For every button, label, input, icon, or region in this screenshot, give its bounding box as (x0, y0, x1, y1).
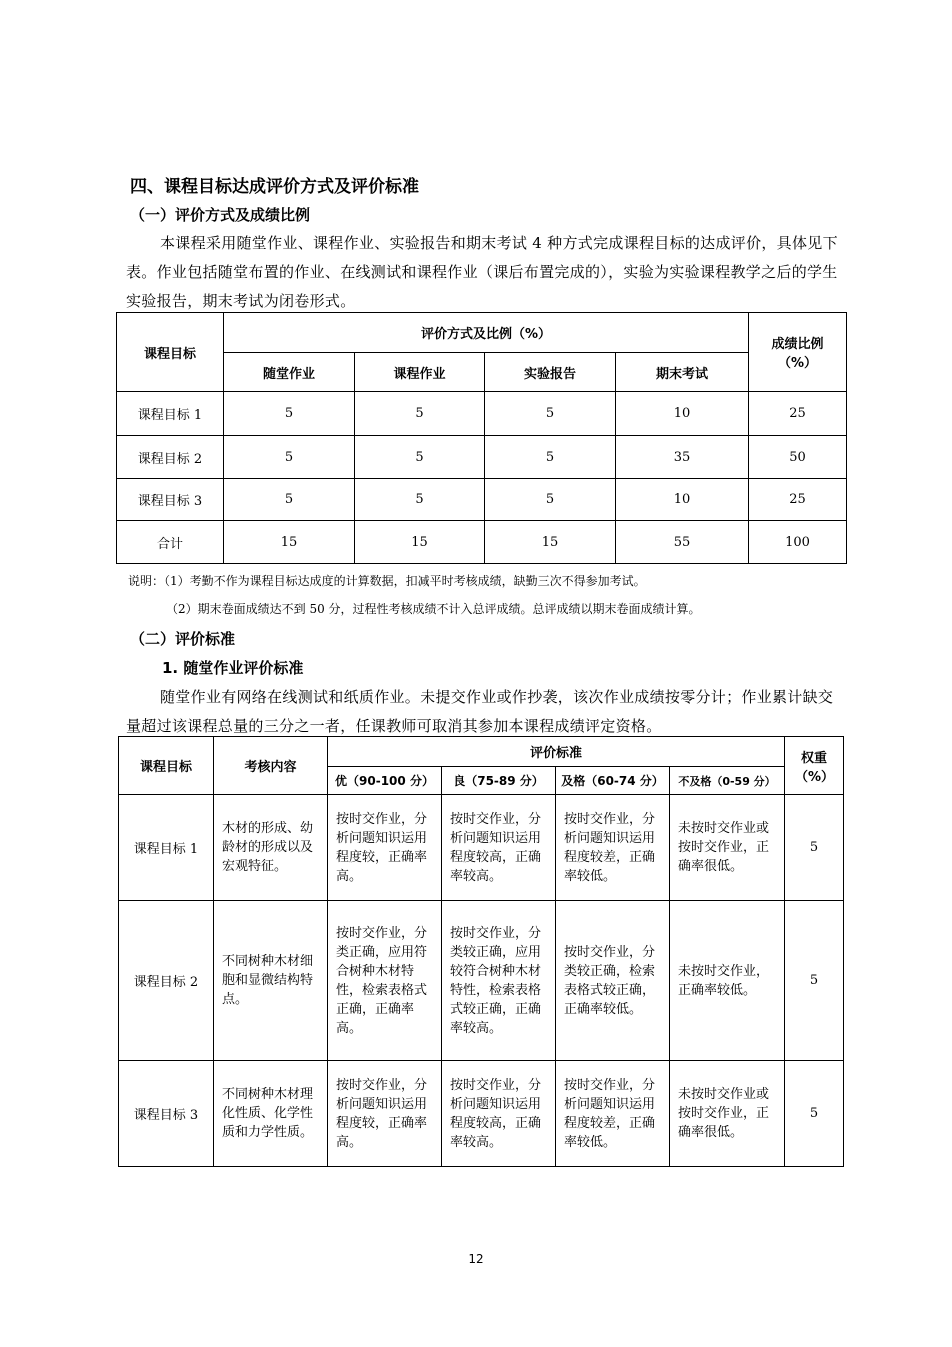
grade-header-pass: 及格（60-74 分） (556, 767, 670, 795)
standard-cell: 按时交作业，分析问题知识运用程度较高，正确率较高。 (442, 795, 556, 901)
section-title: 四、课程目标达成评价方式及评价标准 (130, 177, 419, 197)
value-cell: 5 (355, 479, 485, 521)
table-row (117, 392, 847, 436)
value-cell: 10 (616, 392, 749, 436)
standard-cell: 按时交作业，分析问题知识运用程度较差，正确率较低。 (556, 795, 670, 901)
note-2: （2）期末卷面成绩达不到 50 分，过程性考核成绩不计入总评成绩。总评成绩以期末卷面成绩计算。 (166, 602, 701, 616)
value-cell: 5 (224, 479, 355, 521)
col-header: 随堂作业 (224, 353, 355, 392)
content-cell: 不同树种木材细胞和显微结构特点。 (214, 901, 328, 1061)
subsection-title-2: （二）评价标准 (130, 630, 236, 648)
value-cell: 15 (485, 521, 616, 564)
value-cell: 10 (616, 479, 749, 521)
evaluation-standard-table (118, 736, 844, 1167)
goal-cell: 课程目标 2 (119, 901, 214, 1061)
intro-paragraph: 本课程采用随堂作业、课程作业、实验报告和期末考试 4 种方式完成课程目标的达成评价，具体见下表。作业包括随堂布置的作业、在线测试和课程作业（课后布置完成的），实验为实验课程教学之后的学生实验报告，期末考试为闭卷形式。 (126, 234, 838, 310)
weight-cell: 5 (785, 901, 844, 1061)
col-header: 课程作业 (355, 353, 485, 392)
goal-cell: 课程目标 2 (117, 436, 224, 479)
content-cell: 木材的形成、幼龄材的形成以及宏观特征。 (214, 795, 328, 901)
ratio-cell: 50 (749, 436, 847, 479)
header-weight: 权重（%） (785, 737, 844, 795)
goal-cell: 课程目标 3 (117, 479, 224, 521)
value-cell: 55 (616, 521, 749, 564)
value-cell: 5 (355, 436, 485, 479)
col-header: 期末考试 (616, 353, 749, 392)
goal-cell: 课程目标 1 (117, 392, 224, 436)
table-row-total (117, 521, 847, 564)
note-1: 说明：（1）考勤不作为课程目标达成度的计算数据，扣减平时考核成绩，缺勤三次不得参加考试。 (128, 574, 646, 588)
grade-header-excellent: 优（90-100 分） (328, 767, 442, 795)
evaluation-ratio-table (116, 312, 847, 564)
standard-cell: 按时交作业，分类较正确，检索表格式较正确，正确率较低。 (556, 901, 670, 1061)
standard-cell: 未按时交作业或按时交作业，正确率很低。 (670, 795, 785, 901)
value-cell: 5 (485, 392, 616, 436)
grade-header-good: 良（75-89 分） (442, 767, 556, 795)
paragraph-2: 随堂作业有网络在线测试和纸质作业。未提交作业或作抄袭，该次作业成绩按零分计；作业累计缺交量超过该课程总量的三分之一者，任课教师可取消其参加本课程成绩评定资格。 (126, 688, 834, 735)
ratio-cell: 25 (749, 479, 847, 521)
value-cell: 5 (485, 479, 616, 521)
weight-cell: 5 (785, 1061, 844, 1167)
table-row (119, 901, 844, 1061)
header-goal: 课程目标 (119, 737, 214, 795)
subsection-title-1: （一）评价方式及成绩比例 (130, 206, 311, 224)
table-row (119, 795, 844, 901)
standard-cell: 按时交作业，分析问题知识运用程度较差，正确率较低。 (556, 1061, 670, 1167)
goal-cell: 课程目标 1 (119, 795, 214, 901)
value-cell: 35 (616, 436, 749, 479)
standard-cell: 按时交作业，分析问题知识运用程度较，正确率高。 (328, 795, 442, 901)
value-cell: 5 (355, 392, 485, 436)
value-cell: 15 (224, 521, 355, 564)
header-goal: 课程目标 (117, 313, 224, 392)
content-cell: 不同树种木材理化性质、化学性质和力学性质。 (214, 1061, 328, 1167)
standard-cell: 按时交作业，分类较正确，应用较符合树种木材特性，检索表格式较正确，正确率较高。 (442, 901, 556, 1061)
subsection-item-1: 1. 随堂作业评价标准 (162, 659, 304, 677)
value-cell: 5 (485, 436, 616, 479)
value-cell: 15 (355, 521, 485, 564)
grade-header-fail: 不及格（0-59 分） (670, 767, 785, 795)
total-label-cell: 合计 (117, 521, 224, 564)
standard-cell: 按时交作业，分析问题知识运用程度较高，正确率较高。 (442, 1061, 556, 1167)
weight-cell: 5 (785, 795, 844, 901)
ratio-cell: 100 (749, 521, 847, 564)
table-row (117, 436, 847, 479)
ratio-cell: 25 (749, 392, 847, 436)
col-header: 实验报告 (485, 353, 616, 392)
table-row (119, 1061, 844, 1167)
header-standard: 评价标准 (328, 737, 785, 767)
table-row (117, 479, 847, 521)
goal-cell: 课程目标 3 (119, 1061, 214, 1167)
header-ratio: 成绩比例（%） (749, 313, 847, 392)
standard-cell: 按时交作业，分析问题知识运用程度较，正确率高。 (328, 1061, 442, 1167)
standard-cell: 按时交作业，分类正确，应用符合树种木材特性，检索表格式正确，正确率高。 (328, 901, 442, 1061)
standard-cell: 未按时交作业，正确率较低。 (670, 901, 785, 1061)
page-number: 12 (468, 1252, 484, 1266)
value-cell: 5 (224, 392, 355, 436)
header-method: 评价方式及比例（%） (224, 313, 749, 353)
standard-cell: 未按时交作业或按时交作业，正确率很低。 (670, 1061, 785, 1167)
header-content: 考核内容 (214, 737, 328, 795)
value-cell: 5 (224, 436, 355, 479)
